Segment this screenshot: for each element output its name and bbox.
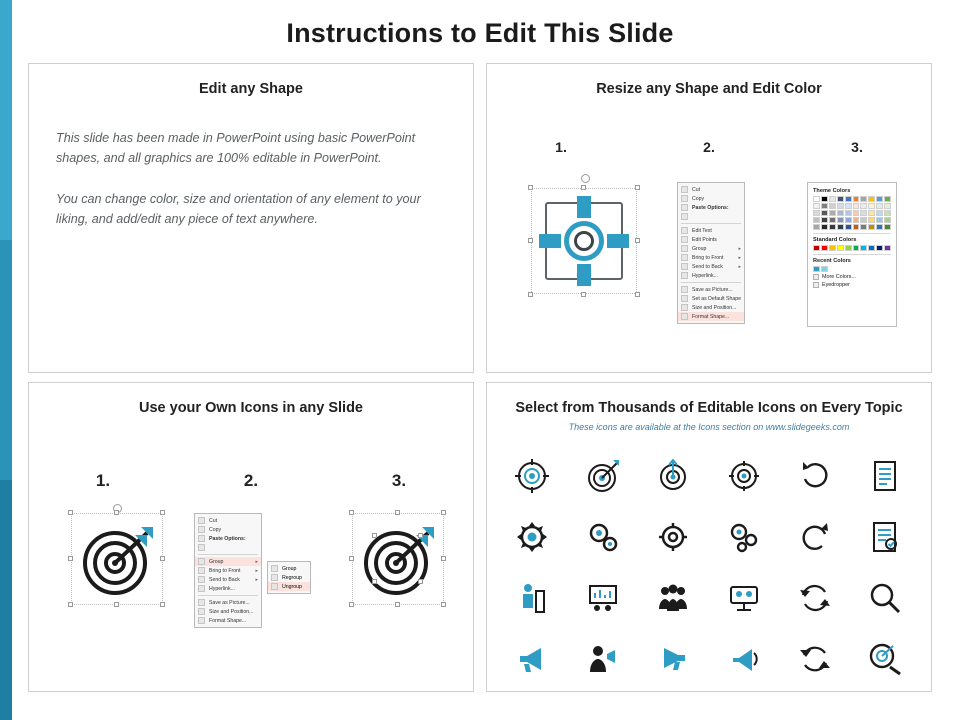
own-icons-step-numbers [29, 471, 473, 491]
context-menu-label: Save as Picture... [209, 599, 250, 606]
swatch[interactable] [837, 203, 844, 209]
chevron-right-icon: ▸ [255, 576, 258, 583]
resize-step-3: 3. [851, 139, 863, 155]
swatch[interactable] [884, 217, 891, 223]
resize-handle-n[interactable] [114, 510, 119, 515]
context-menu-item-edit-points[interactable] [678, 235, 744, 244]
context-menu-item-hyperlink[interactable] [195, 584, 261, 593]
context-menu-item-copy[interactable] [678, 194, 744, 203]
context-menu-item-group[interactable] [195, 557, 261, 566]
swatch[interactable] [853, 245, 860, 251]
gear-settings-icon [515, 520, 549, 554]
context-menu-label: Hyperlink... [209, 585, 235, 592]
context-menu-item-hyperlink[interactable] [678, 271, 744, 280]
clipboard-check-icon [868, 520, 902, 554]
gears-cluster-icon [727, 520, 761, 554]
swatch[interactable] [829, 196, 836, 202]
context-menu-label: Save as Picture... [692, 286, 733, 293]
swatch[interactable] [845, 203, 852, 209]
swatch[interactable] [829, 245, 836, 251]
gear-outline-icon [656, 520, 690, 554]
document-list-icon [868, 459, 902, 493]
shape-with-handles-illustration [525, 182, 643, 300]
resize-handle-s[interactable] [114, 602, 119, 607]
context-menu-label: Bring to Front [209, 567, 241, 574]
theme-colors-row-1[interactable] [813, 196, 891, 202]
icon-cell[interactable] [709, 567, 780, 628]
panel-edit-shape-paragraph-1: This slide has been made in PowerPoint using basic PowerPoint shapes, and all graphics are 100% editable in PowerPoint. [56, 131, 416, 165]
magnifier-search-icon [868, 581, 902, 615]
context-menu-label: Paste Options: [209, 535, 246, 542]
context-menu-item-save-as-picture[interactable] [195, 598, 261, 607]
icon-cell[interactable] [709, 506, 780, 567]
resize-handle-ne[interactable] [441, 510, 446, 515]
icon-gallery [497, 445, 921, 689]
target-crosshair-icon [515, 459, 549, 493]
swatch[interactable] [884, 196, 891, 202]
send-back-icon [198, 576, 205, 583]
group-icon [271, 565, 278, 572]
icon-cell[interactable] [497, 628, 568, 689]
context-menu-item-size-and-position[interactable] [195, 607, 261, 616]
dartboard-arrow-icon [586, 459, 620, 493]
own-icons-step-1: 1. [95, 471, 111, 490]
panel-resize-shape [486, 63, 932, 373]
swatch[interactable] [860, 224, 867, 230]
resize-handle-se[interactable] [441, 602, 446, 607]
sub-shape-handle[interactable] [372, 533, 377, 538]
context-menu-separator [681, 282, 741, 283]
color-panel-divider [813, 254, 891, 255]
context-menu-separator [681, 223, 741, 224]
crosshair-scope-icon [727, 459, 761, 493]
swatch[interactable] [821, 196, 828, 202]
context-menu-label: Set as Default Shape [692, 295, 742, 302]
cut-icon [681, 186, 688, 193]
recent-colors-row[interactable] [813, 266, 891, 272]
selection-box [71, 513, 163, 605]
standard-colors-row[interactable] [813, 245, 891, 251]
hyperlink-icon [681, 272, 688, 279]
bring-front-icon [198, 567, 205, 574]
chevron-right-icon: ▸ [255, 567, 258, 574]
resize-step-numbers [487, 139, 931, 155]
save-picture-icon [681, 286, 688, 293]
standard-colors-label: Standard Colors [813, 237, 857, 243]
theme-colors-row-5[interactable] [813, 224, 891, 230]
context-menu-label: Hyperlink... [692, 272, 718, 279]
context-menu-item-cut[interactable] [678, 185, 744, 194]
icon-cell[interactable] [850, 445, 921, 506]
group-icon [198, 558, 205, 565]
submenu-label: Ungroup [282, 583, 302, 590]
dartboard-ungrouped-illustration [352, 513, 444, 605]
submenu-label: Regroup [282, 574, 302, 581]
panel-own-icons-title: Use your Own Icons in any Slide [139, 400, 363, 416]
theme-colors-row-2[interactable] [813, 203, 891, 209]
cut-icon [198, 517, 205, 524]
megaphone-icon [515, 642, 549, 676]
swatch[interactable] [884, 203, 891, 209]
own-icons-step-2: 2. [243, 471, 259, 490]
panel-edit-shape-paragraph-2: You can change color, size and orientation of any element to your liking, and add/edit any piece of text anywhere. [56, 192, 421, 226]
swatch[interactable] [860, 203, 867, 209]
chevron-right-icon: ▸ [738, 254, 741, 261]
icon-cell[interactable] [568, 445, 639, 506]
swatch[interactable] [876, 210, 883, 216]
sub-shape-handle[interactable] [418, 579, 423, 584]
swatch[interactable] [853, 224, 860, 230]
swatch[interactable] [845, 196, 852, 202]
swatch[interactable] [837, 245, 844, 251]
icon-cell[interactable] [779, 506, 850, 567]
swatch[interactable] [868, 196, 875, 202]
swatch[interactable] [845, 210, 852, 216]
swatch[interactable] [884, 210, 891, 216]
icon-cell[interactable] [497, 506, 568, 567]
paste-swatch-icon [681, 213, 688, 220]
context-submenu-group[interactable] [267, 561, 311, 594]
selection-box [352, 513, 444, 605]
theme-colors-label: Theme Colors [813, 188, 851, 194]
target-magnifier-icon [868, 642, 902, 676]
swatch[interactable] [829, 217, 836, 223]
panel-edit-shape [28, 63, 474, 373]
icon-cell[interactable] [709, 628, 780, 689]
swatch[interactable] [837, 210, 844, 216]
paste-icon [681, 204, 688, 211]
dark-ring [574, 231, 594, 251]
context-menu-item-bring-to-front[interactable] [678, 253, 744, 262]
size-position-icon [198, 608, 205, 615]
more-colors-label: More Colors... [822, 274, 856, 280]
swatch[interactable] [813, 245, 820, 251]
resize-handle-e[interactable] [441, 556, 446, 561]
megaphone-announce-icon [727, 642, 761, 676]
blue-arm-bottom [577, 264, 591, 286]
more-colors-option[interactable] [813, 274, 891, 280]
icon-cell[interactable] [638, 445, 709, 506]
refresh-clockwise-icon [798, 459, 832, 493]
icon-cell[interactable] [850, 567, 921, 628]
blue-arm-top [577, 196, 591, 218]
sub-shape-handle[interactable] [372, 579, 377, 584]
context-menu-item-cut[interactable] [195, 516, 261, 525]
icon-cell[interactable] [779, 628, 850, 689]
context-menu-item-bring-to-front[interactable] [195, 566, 261, 575]
swatch[interactable] [876, 203, 883, 209]
context-menu-label: Cut [692, 186, 701, 193]
swatch[interactable] [860, 245, 867, 251]
swatch[interactable] [845, 217, 852, 223]
icon-cell[interactable] [568, 628, 639, 689]
resize-handle-w[interactable] [68, 556, 73, 561]
swatch[interactable] [876, 245, 883, 251]
rotation-handle[interactable] [581, 174, 590, 183]
eyedropper-label: Eyedropper [822, 282, 850, 288]
resize-handle-w[interactable] [528, 238, 533, 243]
format-shape-icon [198, 617, 205, 624]
swatch[interactable] [821, 210, 828, 216]
swatch[interactable] [829, 224, 836, 230]
context-menu-label: Size and Position... [692, 304, 737, 311]
submenu-item-regroup[interactable] [268, 573, 310, 582]
swatch[interactable] [813, 203, 820, 209]
context-menu-label: Format Shape... [209, 617, 247, 624]
swatch[interactable] [860, 217, 867, 223]
accent-sidebar [0, 0, 12, 720]
team-meeting-icon [727, 581, 761, 615]
swatch[interactable] [813, 196, 820, 202]
palette-icon [813, 274, 819, 280]
swatch[interactable] [868, 210, 875, 216]
resize-handle-sw[interactable] [68, 602, 73, 607]
recycle-arrows-icon [798, 642, 832, 676]
chevron-right-icon: ▸ [738, 245, 741, 252]
resize-handle-ne[interactable] [160, 510, 165, 515]
context-menu-item-size-and-position[interactable] [678, 303, 744, 312]
color-picker-panel[interactable] [807, 182, 897, 327]
swatch[interactable] [853, 210, 860, 216]
resize-handle-e[interactable] [160, 556, 165, 561]
context-menu-separator [198, 595, 258, 596]
icon-cell[interactable] [568, 567, 639, 628]
context-menu-paste-swatches[interactable] [678, 212, 744, 221]
context-menu-label: Edit Points [692, 236, 717, 243]
icon-cell[interactable] [497, 567, 568, 628]
swatch[interactable] [868, 245, 875, 251]
person-podium-icon [515, 581, 549, 615]
context-menu-format[interactable] [677, 182, 745, 324]
swatch[interactable] [876, 217, 883, 223]
icon-cell[interactable] [638, 567, 709, 628]
edit-text-icon [681, 227, 688, 234]
swatch[interactable] [829, 210, 836, 216]
resize-handle-se[interactable] [160, 602, 165, 607]
page-title: Instructions to Edit This Slide [286, 18, 674, 48]
icon-cell[interactable] [850, 506, 921, 567]
context-menu-label: Size and Position... [209, 608, 254, 615]
blue-arm-left [539, 234, 561, 248]
panel-select-icons-title: Select from Thousands of Editable Icons on Every Topic [515, 400, 903, 416]
swatch[interactable] [821, 217, 828, 223]
icon-cell[interactable] [638, 628, 709, 689]
send-back-icon [681, 263, 688, 270]
swatch[interactable] [876, 196, 883, 202]
swatch[interactable] [884, 245, 891, 251]
context-menu-item-set-default-shape[interactable] [678, 294, 744, 303]
swatch[interactable] [821, 245, 828, 251]
context-menu-paste-swatches[interactable] [195, 543, 261, 552]
context-menu-label: Format Shape... [692, 313, 730, 320]
swatch[interactable] [813, 217, 820, 223]
resize-handle-sw[interactable] [528, 292, 533, 297]
default-shape-icon [681, 295, 688, 302]
copy-icon [681, 195, 688, 202]
context-menu-item-save-as-picture[interactable] [678, 285, 744, 294]
hyperlink-icon [198, 585, 205, 592]
context-menu-label: Copy [209, 526, 222, 533]
swatch[interactable] [845, 245, 852, 251]
context-menu-label: Cut [209, 517, 218, 524]
panel-resize-shape-title: Resize any Shape and Edit Color [596, 81, 822, 97]
copy-icon [198, 526, 205, 533]
resize-handle-nw[interactable] [528, 185, 533, 190]
context-menu-item-send-to-back[interactable] [678, 262, 744, 271]
icon-cell[interactable] [568, 506, 639, 567]
format-shape-icon [681, 313, 688, 320]
gears-double-icon [586, 520, 620, 554]
bring-front-icon [681, 254, 688, 261]
resize-handle-n[interactable] [581, 185, 586, 190]
context-menu-item-edit-text[interactable] [678, 226, 744, 235]
context-menu-item-paste-options[interactable] [195, 534, 261, 543]
icon-cell[interactable] [779, 445, 850, 506]
swatch[interactable] [860, 196, 867, 202]
own-icons-step-3: 3. [391, 471, 407, 490]
context-menu-item-paste-options[interactable] [678, 203, 744, 212]
swatch[interactable] [813, 224, 820, 230]
resize-step-1: 1. [555, 139, 567, 155]
icon-cell[interactable] [779, 567, 850, 628]
panel-edit-shape-title: Edit any Shape [199, 81, 303, 97]
swatch[interactable] [813, 266, 820, 272]
context-menu-item-group[interactable] [678, 244, 744, 253]
chevron-right-icon: ▸ [255, 558, 258, 565]
icon-cell[interactable] [638, 506, 709, 567]
context-menu-label: Paste Options: [692, 204, 729, 211]
submenu-item-group[interactable] [268, 564, 310, 573]
dartboard-selected-illustration [71, 513, 163, 605]
group-people-icon [656, 581, 690, 615]
submenu-label: Group [282, 565, 297, 572]
context-menu-item-send-to-back[interactable] [195, 575, 261, 584]
resize-handle-se[interactable] [635, 292, 640, 297]
color-panel-divider [813, 233, 891, 234]
edit-points-icon [681, 236, 688, 243]
resize-step-2: 2. [703, 139, 715, 155]
ungroup-icon [271, 583, 278, 590]
theme-colors-row-3[interactable] [813, 210, 891, 216]
swatch[interactable] [821, 203, 828, 209]
target-arrow-icon [656, 459, 690, 493]
icon-cell[interactable] [497, 445, 568, 506]
context-menu-label: Group [692, 245, 707, 252]
context-menu-label: Edit Text [692, 227, 712, 234]
context-menu-separator [198, 554, 258, 555]
swatch[interactable] [868, 217, 875, 223]
swatch[interactable] [829, 203, 836, 209]
swatch[interactable] [884, 224, 891, 230]
context-menu-item-format-shape[interactable] [195, 616, 261, 625]
accent-segment-middle [0, 240, 12, 480]
resize-handle-nw[interactable] [68, 510, 73, 515]
swatch[interactable] [837, 196, 844, 202]
swatch[interactable] [853, 217, 860, 223]
accent-segment-bottom [0, 480, 12, 720]
paste-icon [198, 535, 205, 542]
icon-cell[interactable] [709, 445, 780, 506]
context-menu-label: Copy [692, 195, 705, 202]
swatch[interactable] [860, 210, 867, 216]
context-menu-group[interactable] [194, 513, 262, 628]
presentation-people-icon [586, 581, 620, 615]
resize-handle-s[interactable] [395, 602, 400, 607]
swatch[interactable] [853, 203, 860, 209]
eyedropper-icon [813, 282, 819, 288]
panel-own-icons [28, 382, 474, 692]
resize-handle-sw[interactable] [349, 602, 354, 607]
context-menu-label: Send to Back [692, 263, 723, 270]
resize-handle-n[interactable] [395, 510, 400, 515]
regroup-icon [271, 574, 278, 581]
panel-select-icons [486, 382, 932, 692]
swatch[interactable] [821, 266, 828, 272]
submenu-item-ungroup[interactable] [268, 582, 310, 591]
resize-handle-w[interactable] [349, 556, 354, 561]
size-position-icon [681, 304, 688, 311]
paste-swatch-icon [198, 544, 205, 551]
swatch[interactable] [845, 224, 852, 230]
resize-handle-nw[interactable] [349, 510, 354, 515]
swatch[interactable] [837, 217, 844, 223]
sync-arrows-icon [798, 581, 832, 615]
chevron-right-icon: ▸ [738, 263, 741, 270]
context-menu-label: Bring to Front [692, 254, 724, 261]
icon-cell[interactable] [850, 628, 921, 689]
swatch[interactable] [821, 224, 828, 230]
bullhorn-left-icon [656, 642, 690, 676]
context-menu-label: Send to Back [209, 576, 240, 583]
swatch[interactable] [837, 224, 844, 230]
eyedropper-option[interactable] [813, 282, 891, 288]
context-menu-item-format-shape[interactable] [678, 312, 744, 321]
swatch[interactable] [868, 203, 875, 209]
context-menu-label: Group [209, 558, 224, 565]
resize-handle-e[interactable] [635, 238, 640, 243]
refresh-arrow-icon [798, 520, 832, 554]
swatch[interactable] [868, 224, 875, 230]
person-speaking-icon [586, 642, 620, 676]
sub-shape-handle[interactable] [418, 533, 423, 538]
recent-colors-label: Recent Colors [813, 258, 851, 264]
theme-colors-row-4[interactable] [813, 217, 891, 223]
resize-handle-ne[interactable] [635, 185, 640, 190]
swatch[interactable] [876, 224, 883, 230]
save-picture-icon [198, 599, 205, 606]
group-icon [681, 245, 688, 252]
resize-handle-s[interactable] [581, 292, 586, 297]
panel-select-icons-subtitle: These icons are available at the Icons section on www.slidegeeks.com [568, 422, 850, 432]
swatch[interactable] [853, 196, 860, 202]
blue-arm-right [607, 234, 629, 248]
swatch[interactable] [813, 210, 820, 216]
context-menu-item-copy[interactable] [195, 525, 261, 534]
